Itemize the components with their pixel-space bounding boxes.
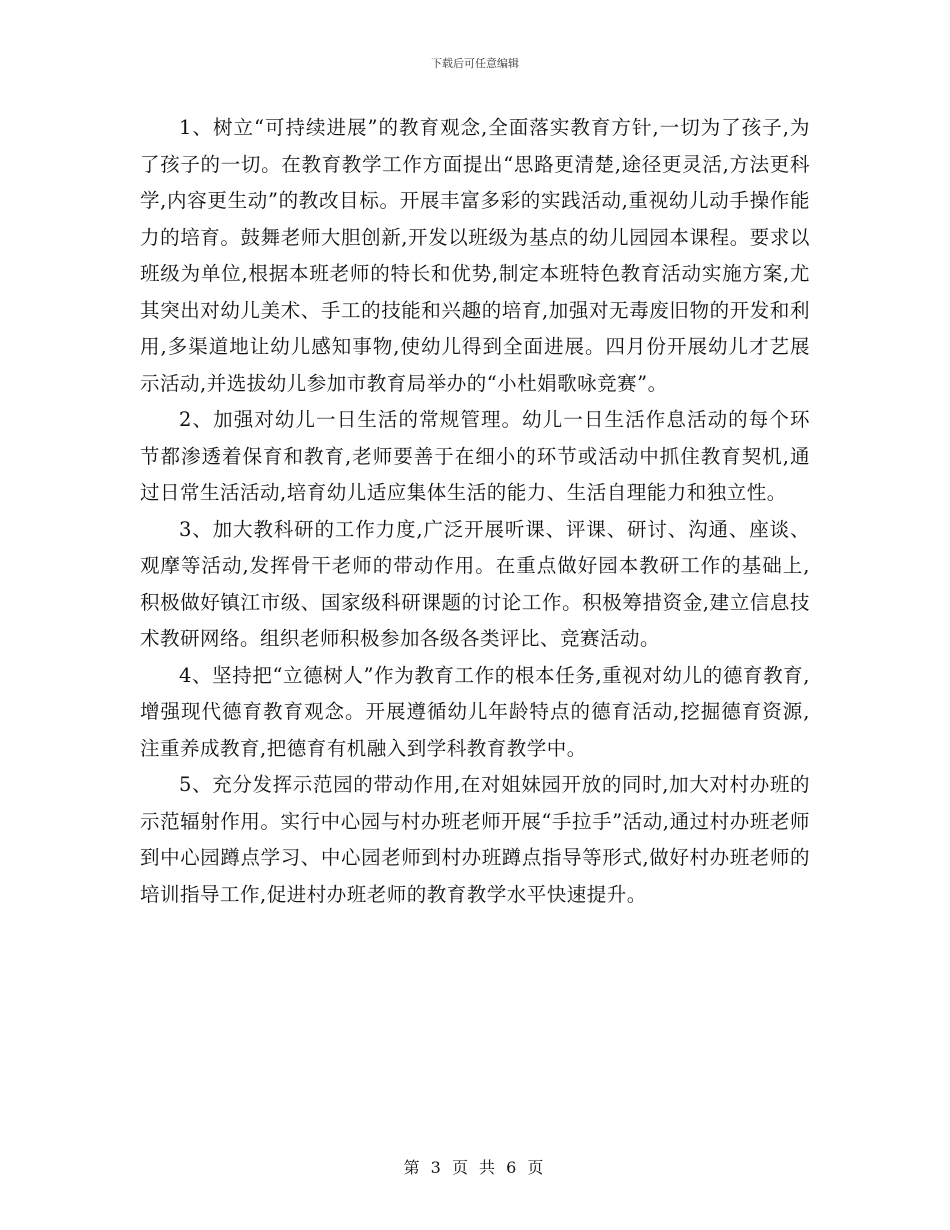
paragraph-1: 1、树立“可持续进展”的教育观念,全面落实教育方针,一切为了孩子,为了孩子的一切。在教育教学工作方面提出“思路更清楚,途径更灵活,方法更科学,内容更生动”的教改目标。开展丰富多彩的实践活动,重视幼儿动手操作能力的培育。鼓舞老师大胆创新,开发以班级为基点的幼儿园园本课程。要求以班级为单位,根据本班老师的特长和优势,制定本班特色教育活动实施方案,尤其突出对幼儿美术、手工的技能和兴趣的培育,加强对无毒废旧物的开发和利用,多渠道地让幼儿感知事物,使幼儿得到全面进展。四月份开展幼儿才艺展示活动,并选拔幼儿参加市教育局举办的“小杜娟歌咏竞赛”。 <box>140 116 810 395</box>
paragraph-4: 4、坚持把“立德树人”作为教育工作的根本任务,重视对幼儿的德育教育,增强现代德育教育观念。开展遵循幼儿年龄特点的德育活动,挖掘德育资源,注重养成教育,把德育有机融入到学科教育教学中。 <box>140 663 810 760</box>
paragraph-3: 3、加大教科研的工作力度,广泛开展听课、评课、研讨、沟通、座谈、观摩等活动,发挥骨干老师的带动作用。在重点做好园本教研工作的基础上,积极做好镇江市级、国家级科研课题的讨论工作。积极筹措资金,建立信息技术教研网络。组织老师积极参加各级各类评比、竞赛活动。 <box>140 517 810 650</box>
paragraph-2: 2、加强对幼儿一日生活的常规管理。幼儿一日生活作息活动的每个环节都渗透着保育和教育,老师要善于在细小的环节或活动中抓住教育契机,通过日常生活活动,培育幼儿适应集体生活的能力、生活自理能力和独立性。 <box>140 408 810 504</box>
document-body <box>140 110 810 913</box>
page-header: 下载后可任意编辑 <box>431 57 519 70</box>
page-number-footer: 第 3 页 共 6 页 <box>403 1158 547 1177</box>
paragraph-5: 5、充分发挥示范园的带动作用,在对姐妹园开放的同时,加大对村办班的示范辐射作用。实行中心园与村办班老师开展“手拉手”活动,通过村办班老师到中心园蹲点学习、中心园老师到村办班蹲点指导等形式,做好村办班老师的培训指导工作,促进村办班老师的教育教学水平快速提升。 <box>140 773 810 906</box>
